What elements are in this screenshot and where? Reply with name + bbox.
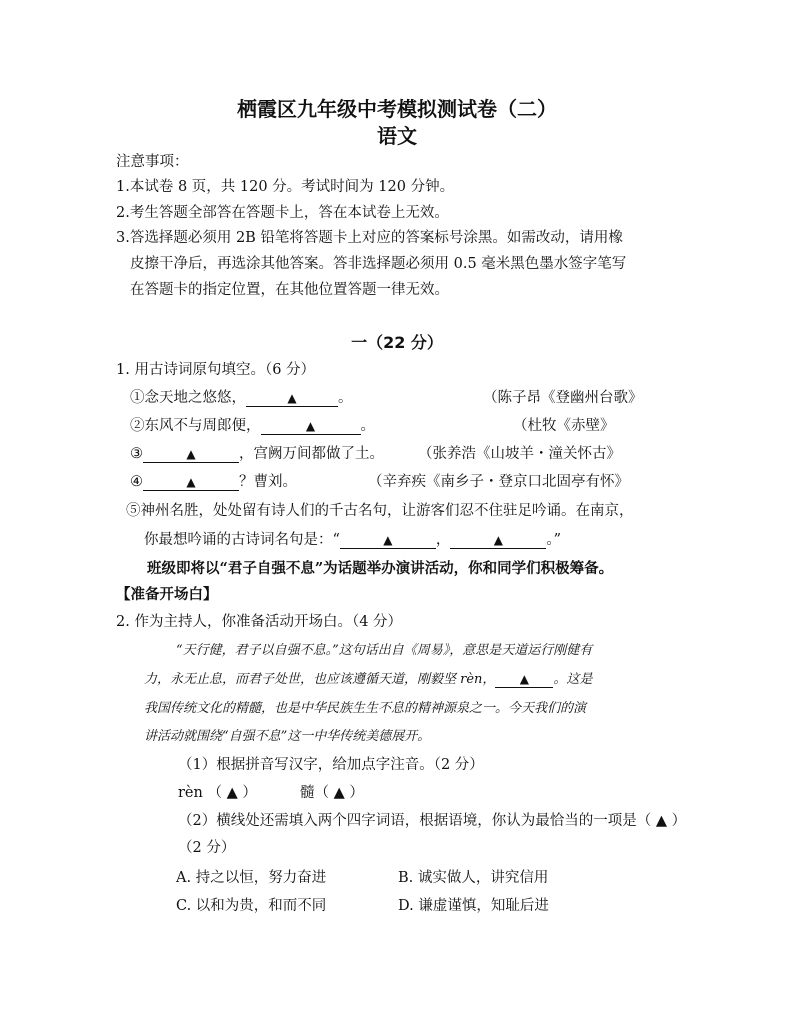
q1-source-4: （辛弃疾《南乡子・登京口北固亭有怀》 (368, 474, 629, 490)
activity-intro: 班级即将以“君子自强不息”为话题举办演讲活动，你和同学们积极筹备。 (147, 560, 614, 577)
option-b: B. 诚实做人，讲究信用 (398, 870, 549, 886)
q1-item-5-line1: ⑤神州名胜，处处留有诗人们的千古名句，让游客们忍不住驻足吟诵。在南京， (126, 503, 634, 519)
answer-blank[interactable] (261, 418, 361, 435)
triangle-mark: ▲ (186, 447, 196, 461)
q1-source-2: （杜牧《赤壁》 (513, 418, 615, 434)
q1-source-1: （陈子昂《登幽州台歌》 (483, 390, 643, 406)
passage-line: 力，永无止息，而君子处世，也应该遵循天道，刚毅坚 rèn， ▲ 。这是 (144, 672, 593, 687)
exam-subject: 语文 (377, 124, 417, 148)
q1-item-3: ③ ▲ ，宫阙万间都做了土。 (130, 446, 384, 462)
triangle-mark: ▲ (383, 533, 393, 547)
notes-item: 在答题卡的指定位置，在其他位置答题一律无效。 (130, 282, 449, 298)
answer-blank[interactable] (450, 532, 546, 549)
answer-blank[interactable] (143, 446, 239, 463)
answer-blank[interactable] (495, 671, 553, 688)
subsection-heading: 【准备开场白】 (116, 586, 218, 603)
q2-sub-1: （1）根据拼音写汉字，给加点字注音。（2 分） (178, 757, 484, 773)
option-c: C. 以和为贵，和而不同 (176, 898, 327, 914)
triangle-mark: ▲ (493, 533, 504, 547)
q2-sub-2-score: （2 分） (178, 840, 236, 856)
answer-blank[interactable] (246, 390, 338, 407)
answer-blank[interactable] (143, 474, 239, 491)
q1-source-3: （张养浩《山坡羊・潼关怀古》 (418, 446, 621, 462)
triangle-mark: ▲ (287, 391, 297, 405)
section-title: 一（22 分） (351, 333, 443, 352)
option-d: D. 谦虚谨慎，知耻后进 (398, 898, 549, 914)
notes-item: 皮擦干净后，再选涂其他答案。答非选择题必须用 0.5 毫米黑色墨水签字笔写 (130, 256, 627, 272)
q1-item-5-line2: 你最想吟诵的古诗词名句是：“ ▲ ， ▲ 。” (144, 532, 562, 548)
passage-line: 我国传统文化的精髓，也是中华民族生生不息的精神源泉之一。今天我们的演 (144, 701, 587, 716)
notes-item: 3.答选择题必须用 2B 铅笔将答题卡上对应的答案标号涂黑。如需改动，请用橡 (116, 230, 623, 246)
passage-line: 讲活动就围绕“自强不息”这一中华传统美德展开。 (144, 729, 431, 744)
q1-item-1: ①念天地之悠悠， ▲ 。 (130, 390, 353, 406)
notes-heading: 注意事项： (116, 154, 189, 170)
notes-item: 2.考生答题全部答在答题卡上，答在本试卷上无效。 (116, 205, 449, 221)
option-a: A. 持之以恒，努力奋进 (176, 870, 327, 886)
q1-item-4: ④ ▲ ？曹刘。 (130, 474, 297, 490)
q2-sub-2: （2）横线处还需填入两个四字词语，根据语境，你认为最恰当的一项是（ ▲ ） (178, 813, 687, 829)
triangle-mark: ▲ (519, 672, 530, 686)
passage-line: “天行健，君子以自强不息。”这句话出自《周易》，意思是天道运行刚健有 (176, 643, 593, 658)
q2-sub-1-ren: rèn （ ▲ ） (178, 785, 257, 801)
triangle-mark: ▲ (305, 419, 316, 433)
q2-sub-1-sui: 髓（ ▲ ） (300, 785, 364, 801)
notes-item: 1.本试卷 8 页，共 120 分。考试时间为 120 分钟。 (116, 179, 455, 195)
answer-blank[interactable] (340, 532, 436, 549)
triangle-mark: ▲ (186, 475, 196, 489)
question-2-stem: 2. 作为主持人，你准备活动开场白。（4 分） (116, 614, 403, 630)
question-1-stem: 1. 用古诗词原句填空。（6 分） (116, 362, 316, 378)
exam-title: 栖霞区九年级中考模拟测试卷（二） (237, 97, 557, 121)
q1-item-2: ②东风不与周郎便， ▲ 。 (130, 418, 375, 434)
